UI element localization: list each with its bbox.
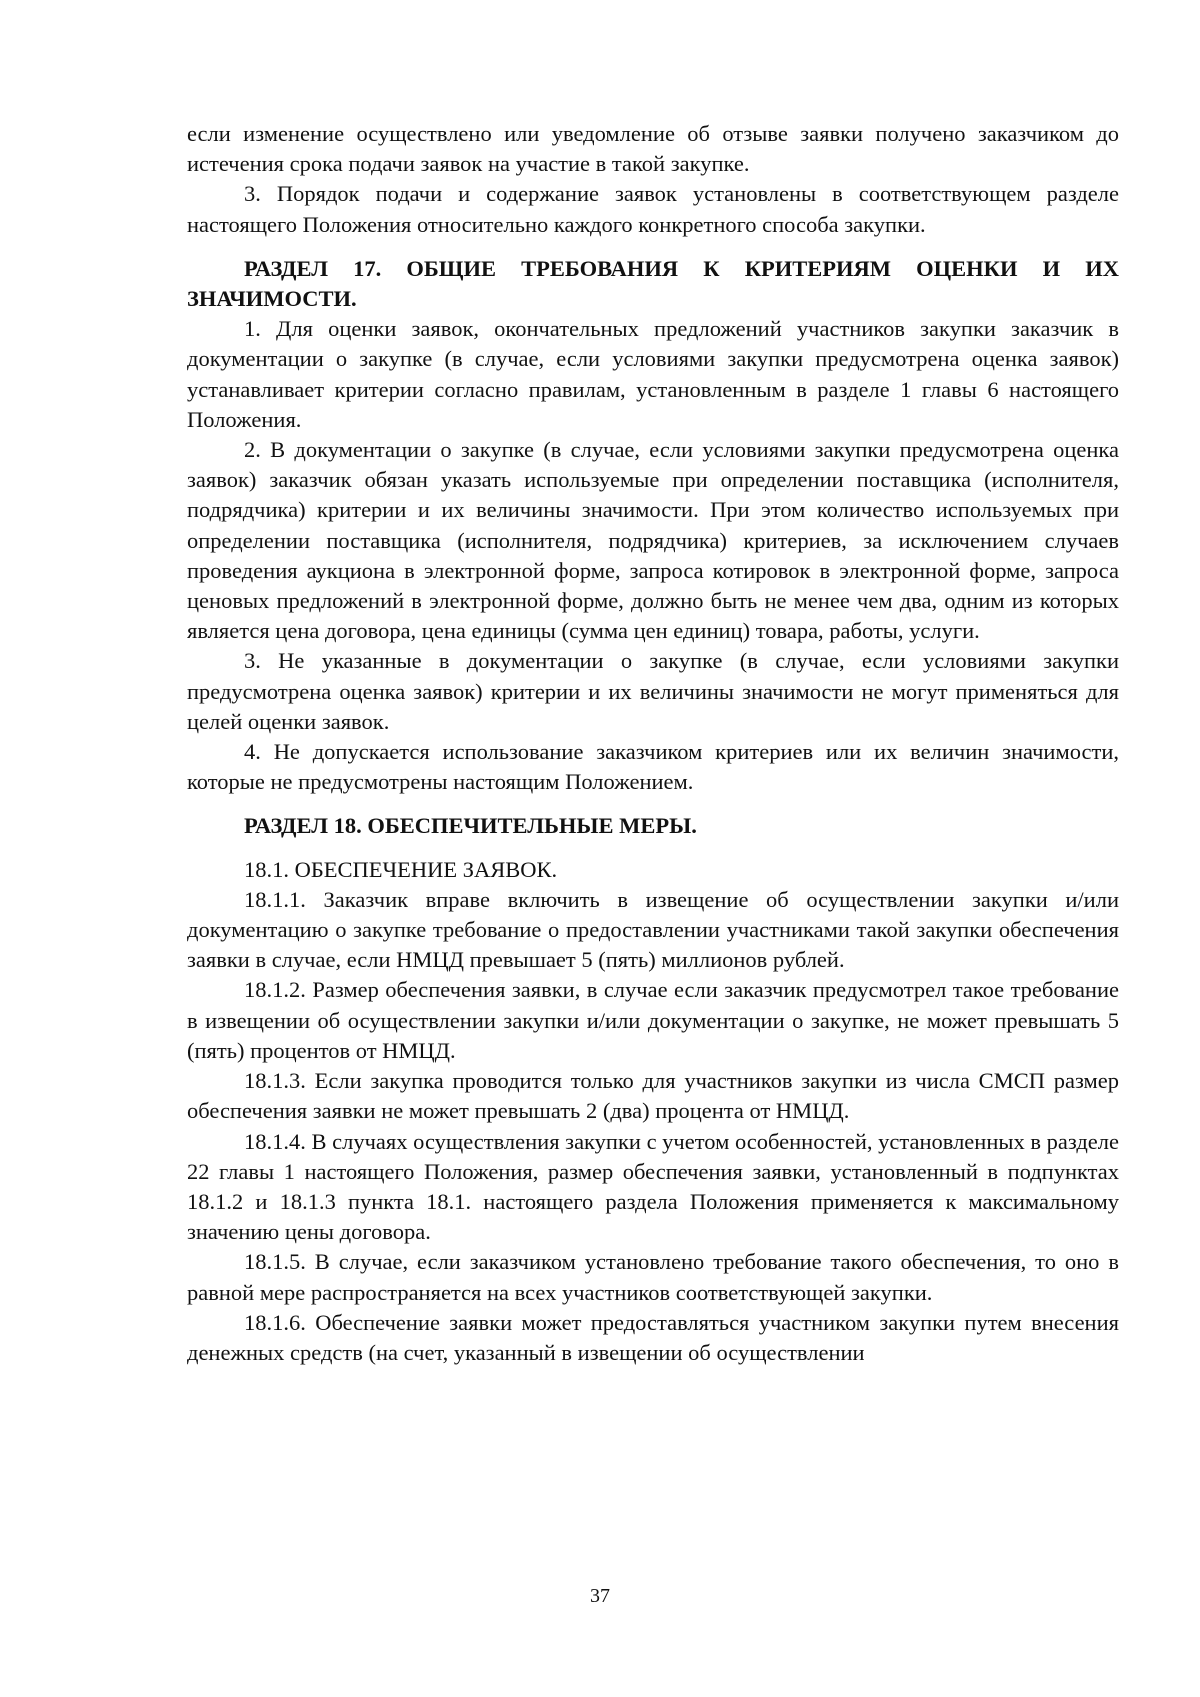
section-17-item-2: 2. В документации о закупке (в случае, если условиями закупки предусмотрена оценка заявок) заказчик обязан указать используемые при определении поставщика (исполнителя, подрядчика) критерии и их величины значимости. При этом количество используемых при определении поставщика (исполнителя, подрядчика) критериев, за исключением случаев проведения аукциона в электронной форме, запроса котировок в электронной форме, запроса ценовых предложений в электронной форме, должно быть не менее чем два, одним из которых является цена договора, цена единицы (сумма цен единиц) товара, работы, услуги. xyxy=(187,437,1119,644)
clause-18-1-4: 18.1.4. В случаях осуществления закупки с учетом особенностей, установленных в разделе 22 главы 1 настоящего Положения, размер обеспечения заявки, установленный в подпунктах 18.1.2 и 18.1.3 пункта 18.1. настоящего раздела Положения применяется к максимальному значению цены договора. xyxy=(187,1128,1119,1245)
page-number: 37 xyxy=(590,1585,610,1607)
section-17-item-1: 1. Для оценки заявок, окончательных предложений участников закупки заказчик в документации о закупке (в случае, если условиями закупки предусмотрена оценка заявок) устанавливает критерии согласно правилам, установленным в разделе 1 главы 6 настоящего Положения. xyxy=(187,316,1119,432)
page-body xyxy=(187,119,1119,1368)
section-17-heading: РАЗДЕЛ 17. ОБЩИЕ ТРЕБОВАНИЯ К КРИТЕРИЯМ ОЦЕНКИ И ИХ ЗНАЧИМОСТИ. xyxy=(187,255,1119,312)
section-17-item-4: 4. Не допускается использование заказчиком критериев или их величин значимости, которые не предусмотрены настоящим Положением. xyxy=(187,739,1119,795)
clause-18-1-3: 18.1.3. Если закупка проводится только для участников закупки из числа СМСП размер обеспечения заявки не может превышать 2 (два) процента от НМЦД. xyxy=(187,1068,1119,1124)
clause-18-1-5: 18.1.5. В случае, если заказчиком установлено требование такого обеспечения, то оно в равной мере распространяется на всех участников соответствующей закупки. xyxy=(187,1249,1119,1305)
paragraph-item-3: 3. Порядок подачи и содержание заявок установлены в соответствующем разделе настоящего Положения относительно каждого конкретного способа закупки. xyxy=(187,181,1119,237)
subsection-18-1-title: 18.1. ОБЕСПЕЧЕНИЕ ЗАЯВОК. xyxy=(244,856,558,882)
section-18-heading: РАЗДЕЛ 18. ОБЕСПЕЧИТЕЛЬНЫЕ МЕРЫ. xyxy=(244,813,697,839)
section-17-item-3: 3. Не указанные в документации о закупке (в случае, если условиями закупки предусмотрена оценка заявок) критерии и их величины значимости не могут применяться для целей оценки заявок. xyxy=(187,648,1119,734)
clause-18-1-6: 18.1.6. Обеспечение заявки может предоставляться участником закупки путем внесения денежных средств (на счет, указанный в извещении об осуществлении xyxy=(187,1309,1119,1365)
paragraph-continuation: если изменение осуществлено или уведомление об отзыве заявки получено заказчиком до истечения срока подачи заявок на участие в такой закупке. xyxy=(187,121,1119,177)
clause-18-1-1: 18.1.1. Заказчик вправе включить в извещение об осуществлении закупки и/или документацию о закупке требование о предоставлении участниками такой закупки обеспечения заявки в случае, если НМЦД превышает 5 (пять) миллионов рублей. xyxy=(187,886,1119,973)
clause-18-1-2: 18.1.2. Размер обеспечения заявки, в случае если заказчик предусмотрел такое требование в извещении об осуществлении закупки и/или документации о закупке, не может превышать 5 (пять) процентов от НМЦД. xyxy=(187,977,1119,1063)
